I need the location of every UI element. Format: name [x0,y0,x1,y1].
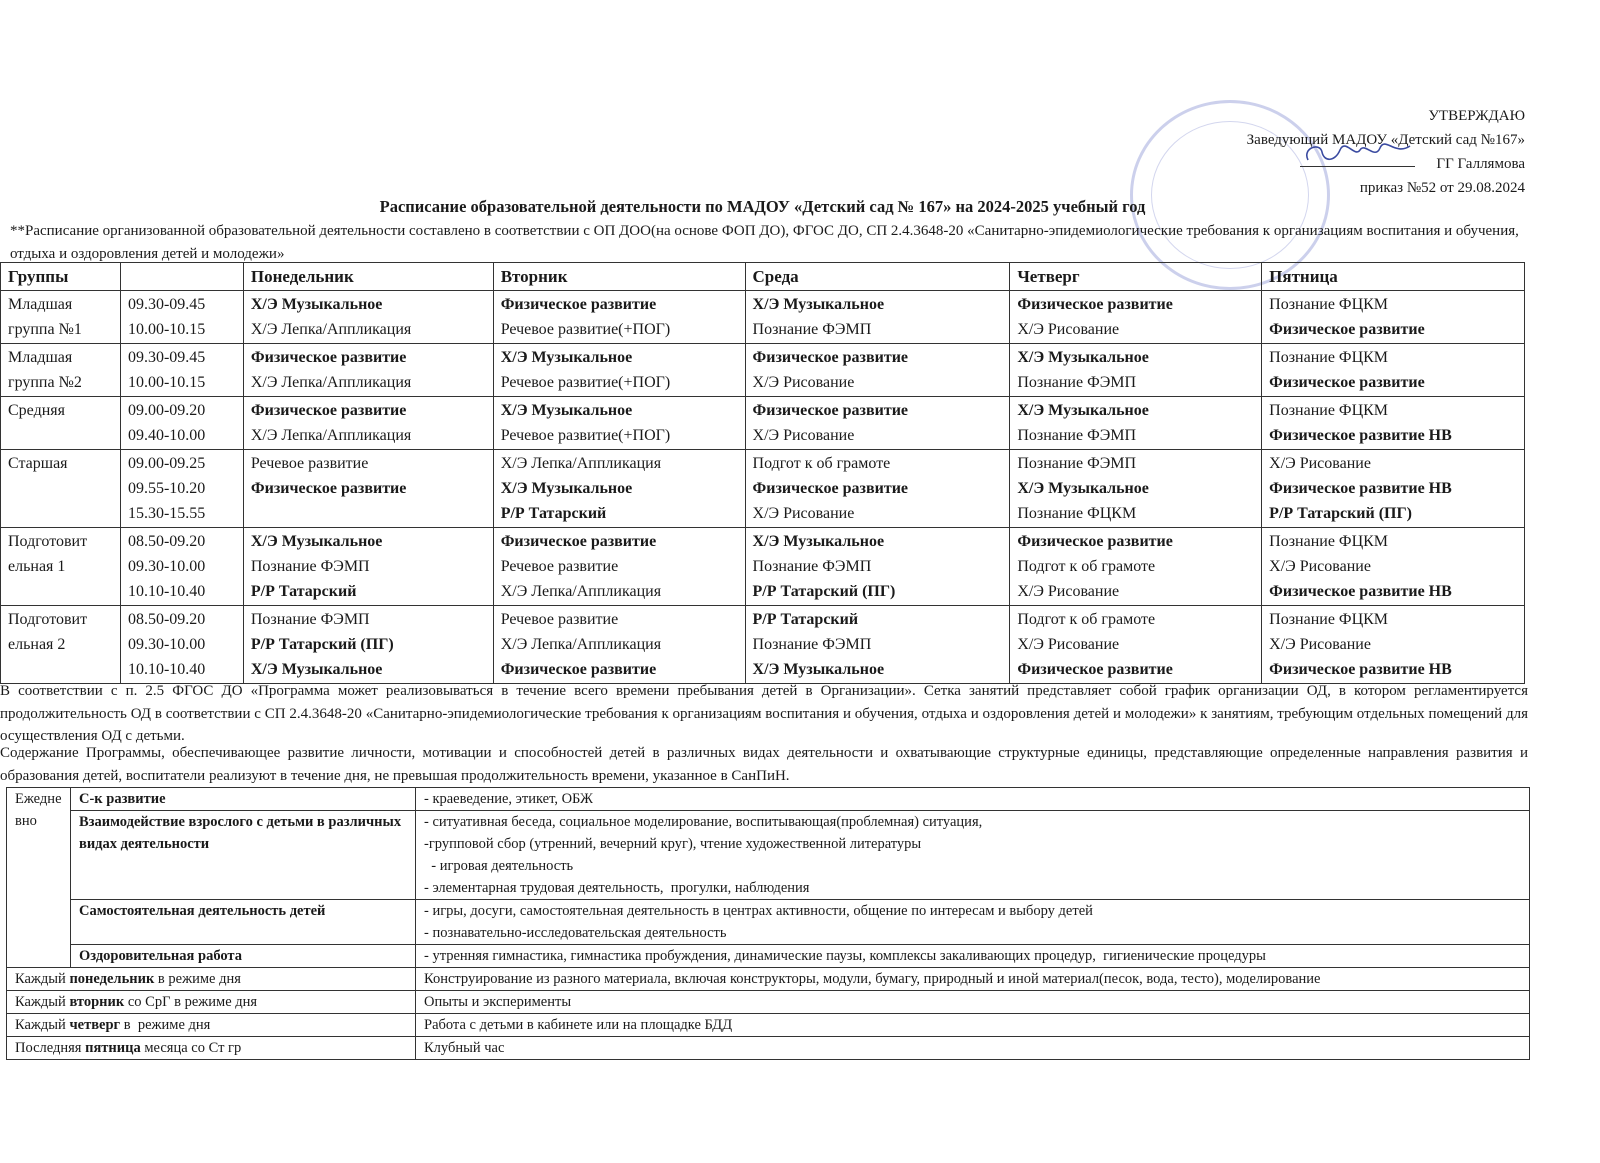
activity: Физическое развитие [250,402,407,419]
time-cell [120,397,243,450]
activity: Познание ФЭМП [752,558,872,575]
activity: Х/Э Лепка/Аппликация [250,374,412,391]
column-header: Пятница [1262,263,1525,291]
activity: Р/Р Татарский (ПГ) [1269,505,1412,522]
activity: Познание ФЭМП [1017,374,1137,391]
weekly-activity: Работа с детьми в кабинете или на площадке БДД [416,1014,1530,1037]
activity: Х/Э Рисование [752,505,855,522]
day-cell [493,606,745,684]
time-slot: 15.30-15.55 [127,505,206,522]
activity-type: Взаимодействие взрослого с детьми в различных видах деятельности [71,811,416,900]
day-cell [243,528,493,606]
column-header: Понедельник [243,263,493,291]
activity: Познание ФЦКМ [1269,349,1389,366]
day-cell [243,606,493,684]
activity: Х/Э Музыкальное [752,296,885,313]
day-cell [1010,344,1262,397]
weekly-row [7,991,1530,1014]
weekly-when [7,1037,416,1060]
day-cell [745,450,1010,528]
time-slot: 10.10-10.40 [127,661,206,678]
activity-item: -групповой сбор (утренний, вечерний круг), чтение художественной литературы [424,836,922,852]
paragraph-content: Содержание Программы, обеспечивающее развитие личности, мотивации и способностей детей в различных видах деятельности и охватывающие структурные единицы, представляющие определенные направления развития и образования детей, воспитатели реализуют в течение дня, не превышая продолжительность времени, указанное в СанПиН. [0,745,1528,784]
time-slot: 09.55-10.20 [127,480,206,497]
daily-row [7,811,1530,900]
weekly-row [7,1037,1530,1060]
day-cell [243,450,493,528]
activity: Познание ФЭМП [250,558,370,575]
activity: Речевое развитие(+ПОГ) [500,427,671,444]
weekly-when [7,1014,416,1037]
time-slot: 09.40-10.00 [127,427,206,444]
activity: Х/Э Музыкальное [250,661,383,678]
time-slot: 08.50-09.20 [127,533,206,550]
activity-item: - познавательно-исследовательская деятельность [424,925,727,941]
activity: Х/Э Рисование [1017,636,1120,653]
activity: Речевое развитие [500,611,619,628]
weekly-suffix: в режиме дня [120,1017,211,1033]
day-cell [493,291,745,344]
activity: Познание ФЭМП [752,321,872,338]
activity: Х/Э Музыкальное [1017,402,1149,419]
weekly-suffix: в режиме дня [154,971,241,987]
day-cell [243,344,493,397]
activity: Речевое развитие(+ПОГ) [500,374,671,391]
group-name: Младшая [8,296,73,313]
activity-item: - игры, досуги, самостоятельная деятельность в центрах активности, общение по интересам и выбору детей [424,903,1093,919]
activity: Х/Э Музыкальное [752,661,885,678]
day-cell [493,528,745,606]
activity: Р/Р Татарский (ПГ) [250,636,394,653]
activity-item: - игровая деятельность [424,858,574,874]
activity: Познание ФЭМП [752,636,872,653]
approval-order: приказ №52 от 29.08.2024 [1359,180,1525,196]
column-header: Группы [1,263,121,291]
day-cell [493,397,745,450]
activity-type: Оздоровительная работа [71,945,416,968]
weekly-row [7,1014,1530,1037]
schedule-row [1,606,1525,684]
schedule-row [1,528,1525,606]
activity: Физическое развитие НВ [1269,427,1452,444]
daily-row [7,945,1530,968]
signature [1300,140,1415,167]
activity: Речевое развитие [250,455,369,472]
time-slot: 08.50-09.20 [127,611,206,628]
time-slot: 10.10-10.40 [127,583,206,600]
activity: Х/Э Музыкальное [250,296,383,313]
activity: Физическое развитие [500,296,657,313]
activity: Познание ФЦКМ [1269,611,1389,628]
activity: Физическое развитие НВ [1269,583,1452,600]
activity: Физическое развитие [1017,296,1173,313]
column-header: Вторник [493,263,745,291]
activity: Физическое развитие [752,480,909,497]
weekly-suffix: месяца со Ст гр [140,1040,242,1056]
group-cell [1,450,121,528]
time-slot: 10.00-10.15 [127,374,206,391]
group-cell [1,344,121,397]
activity-items [416,945,1530,968]
group-name: Старшая [8,455,68,472]
activity: Познание ФЦКМ [1017,505,1137,522]
group-name: группа №1 [8,321,82,338]
time-slot: 09.30-09.45 [127,296,206,313]
weekly-prefix: Каждый [15,994,70,1010]
weekly-day: пятница [85,1040,141,1056]
approval-heading: УТВЕРЖДАЮ [1428,108,1525,124]
activity-type: С-к развитие [71,788,416,811]
time-slot: 09.00-09.25 [127,455,206,472]
daily-activities-table [6,787,1530,1060]
activity: Познание ФЦКМ [1269,402,1389,419]
activity: Физическое развитие [1269,374,1425,391]
activity: Подгот к об грамоте [1017,611,1156,628]
schedule-row [1,397,1525,450]
day-cell [1010,450,1262,528]
weekly-prefix: Каждый [15,1017,70,1033]
activity: Физическое развитие НВ [1269,661,1452,678]
day-cell [1010,397,1262,450]
activity: Познание ФЦКМ [1269,296,1389,313]
day-cell [1262,291,1525,344]
approval-position: Заведующий МАДОУ «Детский сад №167» [1246,132,1525,148]
group-name: Младшая [8,349,73,366]
schedule-row [1,344,1525,397]
approval-name: ГГ Галлямова [1436,156,1525,172]
time-slot: 09.30-10.00 [127,636,206,653]
time-slot: 09.30-09.45 [127,349,206,366]
day-cell [243,291,493,344]
activity: Х/Э Рисование [1269,636,1371,653]
schedule-header-row [1,263,1525,291]
activity: Х/Э Музыкальное [1017,480,1149,497]
activity: Познание ФЭМП [250,611,370,628]
activity: Речевое развитие(+ПОГ) [500,321,671,338]
activity: Х/Э Музыкальное [500,349,633,366]
activity: Х/Э Музыкальное [250,533,383,550]
activity-item: - утренняя гимнастика, гимнастика пробуждения, динамические паузы, комплексы закаливающих процедур, гигиенические процедуры [424,948,1266,964]
group-cell [1,397,121,450]
group-name: Подготовит [8,533,88,550]
activity: Физическое развитие [250,349,407,366]
day-cell [745,606,1010,684]
time-slot: 10.00-10.15 [127,321,206,338]
activity: Х/Э Лепка/Аппликация [500,636,662,653]
activity: Познание ФЦКМ [1269,533,1389,550]
group-name: ельная 2 [8,636,66,653]
activity: Физическое развитие [1269,321,1425,338]
activity-items [416,811,1530,900]
activity: Физическое развитие [500,661,657,678]
day-cell [1262,344,1525,397]
activity: Физическое развитие НВ [1269,480,1452,497]
group-cell [1,291,121,344]
activity: Р/Р Татарский [250,583,357,600]
weekly-suffix: со СрГ в режиме дня [124,994,258,1010]
time-cell [120,528,243,606]
group-name: ельная 1 [8,558,66,575]
activity: Х/Э Рисование [752,427,855,444]
activity-item: - элементарная трудовая деятельность, прогулки, наблюдения [424,880,810,896]
day-cell [1262,528,1525,606]
day-cell [493,344,745,397]
time-cell [120,606,243,684]
time-cell [120,344,243,397]
activity: Х/Э Музыкальное [752,533,885,550]
group-name: Подготовит [8,611,88,628]
activity: Х/Э Рисование [1017,583,1120,600]
activity: Х/Э Лепка/Аппликация [500,583,662,600]
schedule-row [1,291,1525,344]
weekly-day: понедельник [69,971,155,987]
day-cell [1010,291,1262,344]
schedule-table [0,262,1525,684]
weekly-activity: Клубный час [416,1037,1530,1060]
activity: Р/Р Татарский [500,505,607,522]
activity: Познание ФЭМП [1017,427,1137,444]
schedule-note: **Расписание организованной образовательной деятельности составлено в соответствии с ОП ДОО(на основе ФОП ДО), ФГОС ДО, СП 2.4.3648-20 «Санитарно-эпидемиологические требования к организациям воспитания и обучения, отдыха и оздоровления детей и молодежи» [10,223,1519,262]
activity: Физическое развитие [1017,533,1173,550]
weekly-activity: Конструирование из разного материала, включая конструкторы, модули, бумагу, природный и иной материал(песок, вода, тесто), моделирование [416,968,1530,991]
weekly-activity: Опыты и эксперименты [416,991,1530,1014]
weekly-day: четверг [69,1017,121,1033]
daily-row [7,900,1530,945]
time-slot: 09.30-10.00 [127,558,206,575]
day-cell [745,528,1010,606]
time-slot: 09.00-09.20 [127,402,206,419]
group-name: группа №2 [8,374,82,391]
activity: Подгот к об грамоте [752,455,891,472]
activity: Физическое развитие [752,349,909,366]
activity-items [416,788,1530,811]
day-cell [745,397,1010,450]
weekly-when [7,991,416,1014]
activity: Физическое развитие [250,480,407,497]
page-title: Расписание образовательной деятельности по МАДОУ «Детский сад № 167» на 2024-2025 учебный год [379,197,1146,216]
group-cell [1,606,121,684]
group-cell [1,528,121,606]
column-header: Четверг [1010,263,1262,291]
day-cell [1010,528,1262,606]
daily-row [7,788,1530,811]
activity: Х/Э Рисование [1017,321,1120,338]
day-cell [745,291,1010,344]
time-cell [120,450,243,528]
day-cell [1262,606,1525,684]
column-header: Среда [745,263,1010,291]
activity: Физическое развитие [752,402,909,419]
activity-items [416,900,1530,945]
activity: Р/Р Татарский [752,611,859,628]
activity: Р/Р Татарский (ПГ) [752,583,896,600]
day-cell [1262,397,1525,450]
activity: Физическое развитие [500,533,657,550]
activity: Х/Э Лепка/Аппликация [250,427,412,444]
weekly-day: вторник [69,994,125,1010]
day-cell [243,397,493,450]
day-cell [1262,450,1525,528]
daily-label: Ежедневно [7,788,71,968]
activity: Подгот к об грамоте [1017,558,1156,575]
day-cell [493,450,745,528]
weekly-prefix: Последняя [15,1040,86,1056]
activity: Х/Э Лепка/Аппликация [250,321,412,338]
activity: Х/Э Лепка/Аппликация [500,455,662,472]
activity: Речевое развитие [500,558,619,575]
activity: Х/Э Музыкальное [1017,349,1149,366]
activity-type: Самостоятельная деятельность детей [71,900,416,945]
day-cell [745,344,1010,397]
activity-item: - краеведение, этикет, ОБЖ [424,791,594,807]
activity: Физическое развитие [1017,661,1173,678]
activity: Х/Э Рисование [1269,455,1371,472]
activity: Х/Э Музыкальное [500,480,633,497]
weekly-when [7,968,416,991]
activity: Познание ФЭМП [1017,455,1137,472]
activity: Х/Э Музыкальное [500,402,633,419]
activity-item: - ситуативная беседа, социальное моделирование, воспитывающая(проблемная) ситуация, [424,814,983,830]
activity: Х/Э Рисование [752,374,855,391]
time-cell [120,291,243,344]
column-header [120,263,243,291]
schedule-row [1,450,1525,528]
paragraph-sanpin: В соответствии с п. 2.5 ФГОС ДО «Программа может реализовываться в течение всего времени пребывания детей в Организации». Сетка занятий представляет собой график организации ОД, в котором регламентируется продолжительность ОД в соответствии с СП 2.4.3648-20 «Санитарно-эпидемиологические требования к организациям воспитания и обучения, отдыха и оздоровления детей и молодежи» к занятиям, требующим отдельных помещений для осуществления ОД с детьми. [0,683,1528,744]
group-name: Средняя [8,402,65,419]
day-cell [1010,606,1262,684]
activity: Х/Э Рисование [1269,558,1371,575]
weekly-prefix: Каждый [15,971,70,987]
weekly-row [7,968,1530,991]
